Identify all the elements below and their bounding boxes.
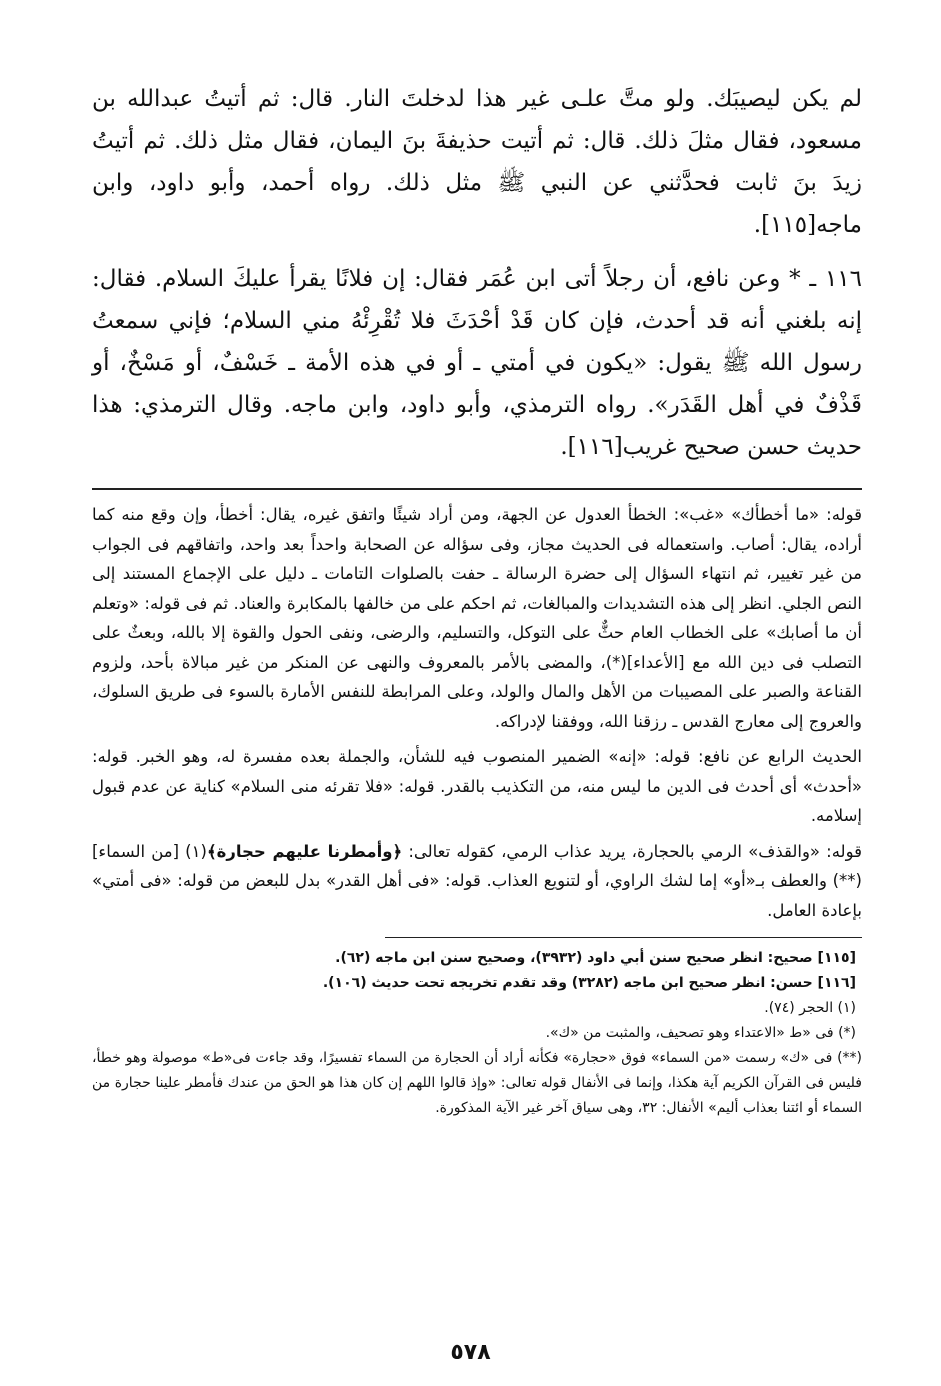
commentary-text: (١) [من السماء] (**) والعطف بـ«أو» إما لشك الراوي، أو لتنويع العذاب. قوله: «فى أهل القدر» بدل للبعض من قوله: «فى أمتي» بإعادة العامل. (92, 841, 862, 920)
commentary-divider (92, 488, 862, 490)
footnote-115 (92, 946, 862, 971)
book-page (92, 78, 862, 1121)
commentary-paragraph: قوله: «ما أخطأك» «غب»: الخطأ العدول عن الجهة، ومن أراد شيئًا واتفق غيره، يقال: أخطأ، وإن وقع منه كما أراده، يقال: أصاب. واستعماله فى الحديث مجاز، وفى سؤاله عن الصحابة واحداً بعد واحد، واتفاقهم فى الجواب من غير تغيير، ثم انتهاء السؤال إلى حضرة الرسالة ـ حفت بالصلوات التامات ـ دليل على الإجماع المستند إلى النص الجلي. انظر إلى هذه التشديدات والمبالغات، ثم احكم على من خالفها بالمكابرة والعناد. ثم فى قوله: «وتعلم أن ما أصابك» على الخطاب العام حثٌّ على التوكل، والتسليم، والرضى، ونفى الحول والقوة إلا بالله، وبعثٌ على التصلب فى دين الله مع [الأعداء](*)، والمضى بالأمر بالمعروف والنهى عن المنكر من غير مبالاة بأحد، ولزوم القناعة والصبر على المصيبات من الأهل والمال والولد، وعلى المرابطة للنفس الأمارة بالسوء فى طريق السلوك، والعروج إلى معارج القدس ـ رزقنا الله، ووفقنا لإدراكه. (92, 505, 862, 731)
footnote-grade: [١١٦] حسن: (770, 975, 856, 991)
footnotes-divider (385, 937, 862, 938)
footnote-116 (92, 971, 862, 996)
hadith-115-ending: لم يكن ليصيبَك. ولو متَّ علـى غير هذا لدخلتَ النار. قال: ثم أتيتُ عبدالله بن مسعود، فقال مثلَ ذلك. قال: ثم أتيت حذيفةَ بنَ اليمان، فقال مثل ذلك. ثم أتيتُ زيدَ بنَ ثابت فحدَّثني عن النبي ﷺ مثل ذلك. رواه أحمد، وأبو داود، وابن ماجه[١١٥]. (92, 86, 862, 238)
footnotes-section (92, 946, 862, 1121)
commentary-text: قوله: «والقذف» الرمي بالحجارة، يريد عذاب الرمي، كقوله تعالى: (402, 841, 863, 861)
page-number: ٥٧٨ (450, 1340, 491, 1365)
commentary-paragraph: الحديث الرابع عن نافع: قوله: «إنه» الضمير المنصوب فيه للشأن، والجملة بعده مفسرة له، وهو الخبر. قوله: «أحدث» أى أحدث فى الدين ما ليس منه، من التكذيب بالقدر. قوله: «فلا تقرئه منى السلام» كناية عن عدم قبول إسلامه. (92, 747, 862, 825)
footnote-text: انظر صحيح سنن أبي داود (٣٩٣٢)، وصحيح سنن ابن ماجه (٦٢). (335, 950, 768, 966)
quran-verse: ﴿وأمطرنا عليهم حجارة﴾ (206, 841, 403, 861)
hadith-text (92, 78, 862, 468)
footnote-text: انظر صحيح ابن ماجه (٣٢٨٢) وقد تقدم تخريجه تحت حديث (١٠٦). (322, 975, 771, 991)
commentary-paragraph (92, 837, 862, 926)
commentary-section (92, 500, 862, 925)
hadith-116: ١١٦ ـ * وعن نافع، أن رجلاً أتى ابن عُمَر فقال: إن فلانًا يقرأ عليكَ السلام. فقال: إنه بلغني أنه قد أحدث، فإن كان قَدْ أحْدَثَ فلا تُقْرِئْهُ مني السلام؛ فإني سمعتُ رسول الله ﷺ يقول: «يكون في أمتي ـ أو في هذه الأمة ـ خَسْفٌ، أو مَسْخٌ، أو قَذْفٌ في أهل القَدَر». رواه الترمذي، وأبو داود، وابن ماجه. وقال الترمذي: هذا حديث حسن صحيح غريب[١١٦]. (92, 266, 862, 460)
footnote-1: (١) الحجر (٧٤). (764, 1000, 856, 1016)
footnote-double-star: (**) فى «ك» رسمت «من السماء» فوق «حجارة» فكأنه أراد أن الحجارة من السماء تفسيرًا، وقد جاءت فى«ط» موصولة وهو خطأ، فليس فى القرآن الكريم آية هكذا، وإنما فى الأنفال قوله تعالى: «وإذ قالوا اللهم إن كان هذا هو الحق من عندك فأمطر علينا حجارة من السماء أو ائتنا بعذاب أليم» الأنفال: ٣٢، وهى سياق آخر غير الآية المذكورة. (92, 1050, 862, 1116)
footnote-grade: [١١٥] صحيح: (767, 950, 856, 966)
footnote-star: (*) فى «ط «الاعتداء وهو تصحيف، والمثبت من «ك». (545, 1025, 856, 1041)
